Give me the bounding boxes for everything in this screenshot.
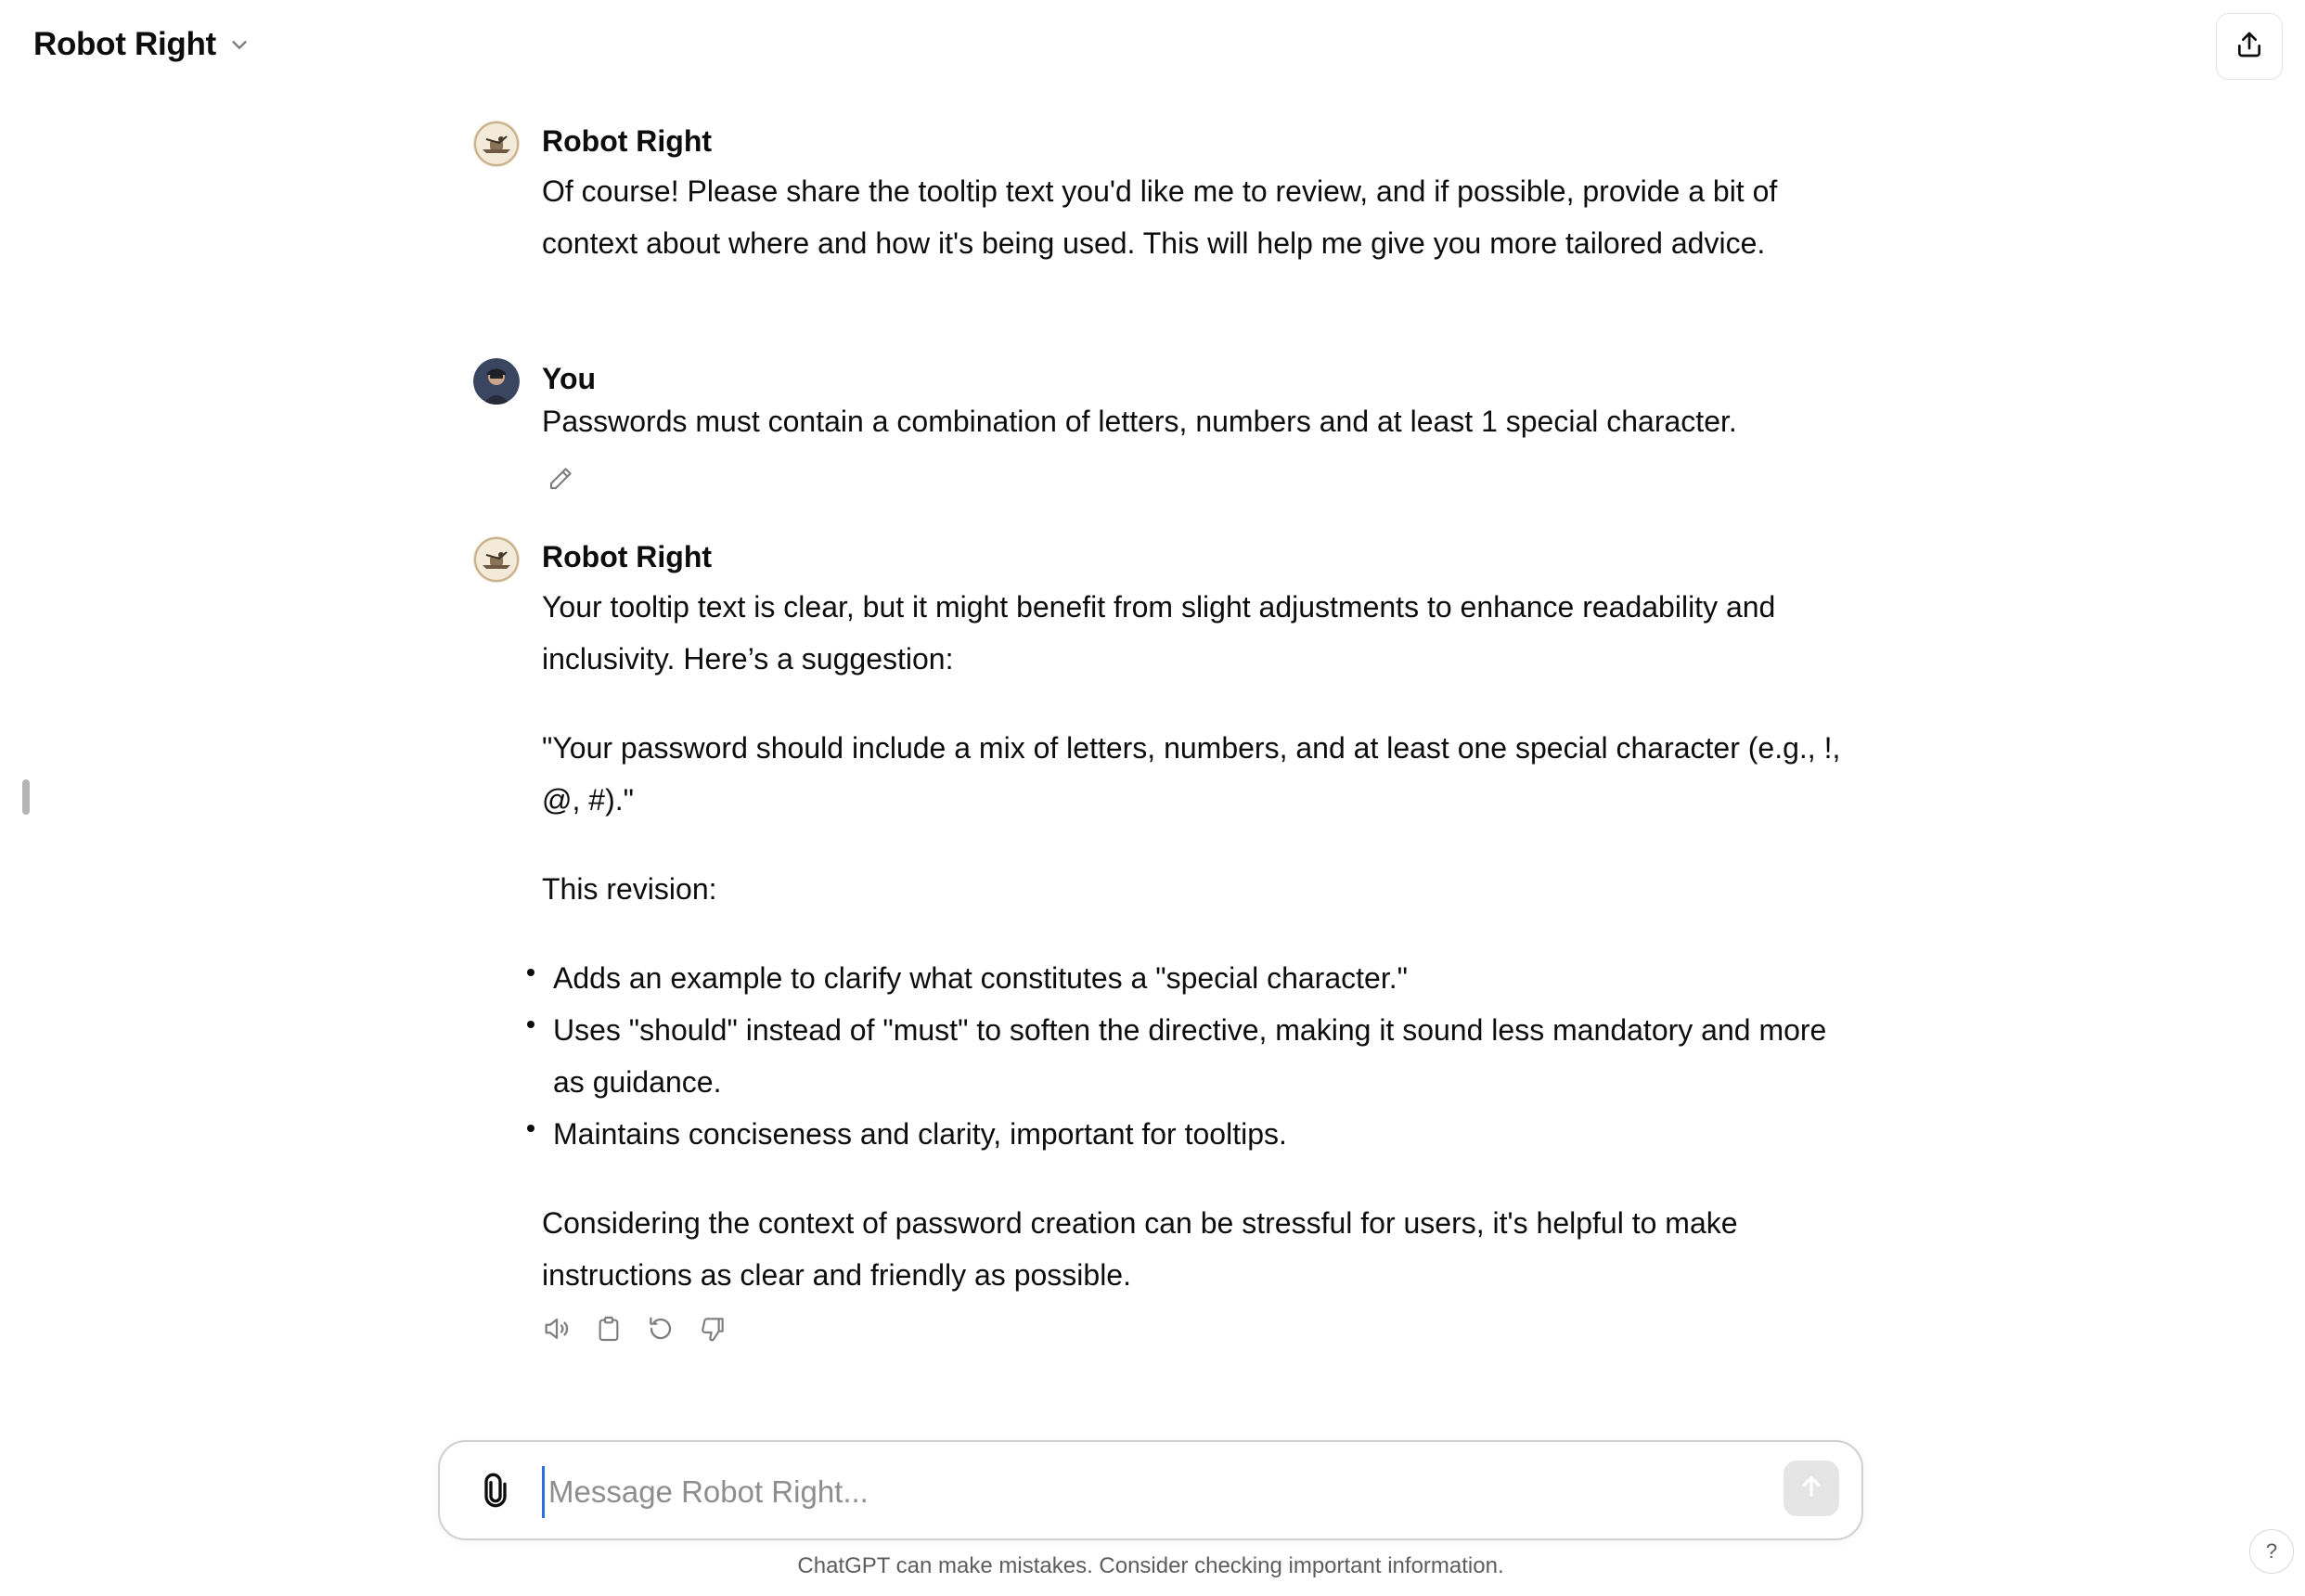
message-content xyxy=(542,581,1860,1301)
edit-message-button[interactable] xyxy=(542,462,579,499)
message-input[interactable] xyxy=(542,1466,1711,1518)
model-selector[interactable] xyxy=(33,26,250,63)
help-button[interactable]: ? xyxy=(2249,1529,2294,1574)
message-paragraph: "Your password should include a mix of letters, numbers, and at least one special character (e.g., !, @, #)." xyxy=(542,731,1841,817)
share-button[interactable] xyxy=(2216,13,2283,80)
message-paragraph: This revision: xyxy=(542,872,717,906)
read-aloud-button[interactable] xyxy=(538,1312,575,1349)
copy-button[interactable] xyxy=(590,1312,627,1349)
list-item: Adds an example to clarify what constitutes a "special character." xyxy=(542,952,1860,1004)
avatar xyxy=(473,358,520,405)
message-actions xyxy=(538,1312,731,1349)
message-composer xyxy=(438,1440,1863,1540)
bad-response-button[interactable] xyxy=(694,1312,731,1349)
message-content xyxy=(542,399,1860,444)
list-item: Uses "should" instead of "must" to soften the directive, making it sound less mandatory and more as guidance. xyxy=(542,1004,1860,1108)
header xyxy=(0,0,2305,97)
attach-button[interactable] xyxy=(473,1470,518,1514)
disclaimer-text: ChatGPT can make mistakes. Consider checking important information. xyxy=(797,1553,1504,1578)
message-paragraph: Passwords must contain a combination of letters, numbers and at least 1 special character. xyxy=(542,405,1737,438)
avatar xyxy=(473,121,520,167)
speaker-icon xyxy=(541,1313,573,1349)
arrow-up-icon xyxy=(1796,1472,1826,1506)
avatar xyxy=(473,536,520,583)
message-content xyxy=(542,165,1860,269)
message-author: You xyxy=(542,362,597,395)
thumbs-down-icon xyxy=(698,1314,728,1348)
message-paragraph: Of course! Please share the tooltip text you'd like me to review, and if possible, provide a bit of context about where and how it's being used. This will help me give you more tailored advice. xyxy=(542,174,1778,260)
sidebar-toggle-handle[interactable] xyxy=(22,779,30,815)
list-item: Maintains conciseness and clarity, important for tooltips. xyxy=(542,1108,1860,1160)
message-paragraph: Your tooltip text is clear, but it might benefit from slight adjustments to enhance readability and inclusivity. Here’s a suggestion: xyxy=(542,590,1776,676)
message-author: Robot Right xyxy=(542,540,713,573)
message-paragraph: Considering the context of password creation can be stressful for users, it's helpful to make instructions as clear and friendly as possible. xyxy=(542,1206,1738,1292)
chevron-down-icon xyxy=(229,34,250,55)
model-name: Robot Right xyxy=(33,26,216,62)
send-button[interactable] xyxy=(1783,1461,1839,1516)
bullet-list xyxy=(542,952,1860,1160)
paperclip-icon xyxy=(477,1472,514,1513)
clipboard-icon xyxy=(594,1314,624,1348)
share-icon xyxy=(2234,30,2264,64)
pencil-icon xyxy=(547,465,574,497)
refresh-icon xyxy=(646,1314,676,1348)
regenerate-button[interactable] xyxy=(642,1312,679,1349)
message-author: Robot Right xyxy=(542,124,713,158)
